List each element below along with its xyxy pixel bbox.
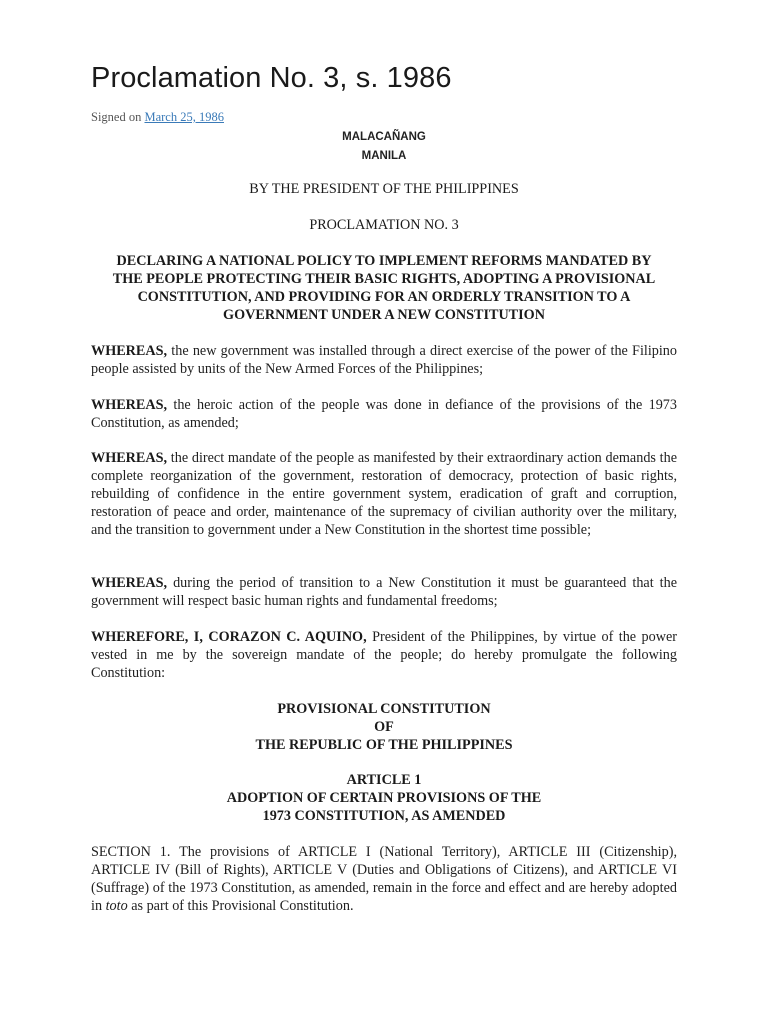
constitution-heading-line: THE REPUBLIC OF THE PHILIPPINES xyxy=(255,737,513,753)
whereas-lead: WHEREAS, xyxy=(91,343,168,359)
section-1-text: SECTION 1. The provisions of ARTICLE I (National Territory), ARTICLE III (Citizenship), ARTICLE IV (Bill of Rights), ARTICLE V (Duties and Obligations of Citizens), and ARTICLE VI (Suffrage) of the 1973 Constitution, as amended, remain in the force and effect and are hereby adopted in xyxy=(91,844,677,914)
signed-line xyxy=(91,110,224,125)
whereas-paragraph xyxy=(91,574,677,610)
constitution-heading xyxy=(91,700,677,754)
whereas-lead: WHEREAS, xyxy=(91,450,168,466)
wherefore-paragraph xyxy=(91,628,677,682)
whereas-paragraph xyxy=(91,449,677,539)
declaration-line: GOVERNMENT UNDER A NEW CONSTITUTION xyxy=(223,307,545,323)
signed-date-link[interactable]: March 25, 1986 xyxy=(144,110,224,124)
place-manila: MANILA xyxy=(361,150,407,162)
article-heading-line: 1973 CONSTITUTION, AS AMENDED xyxy=(262,808,506,824)
whereas-text: the heroic action of the people was done in defiance of the provisions of the 1973 Constitution, as amended; xyxy=(91,397,677,431)
whereas-paragraph xyxy=(91,342,677,378)
wherefore-lead: WHEREFORE, I, CORAZON C. AQUINO, xyxy=(91,629,367,645)
whereas-paragraph xyxy=(91,396,677,432)
whereas-text: the new government was installed through a direct exercise of the power of the Filipino people assisted by units of the New Armed Forces of the Philippines; xyxy=(91,343,677,377)
article-heading-line: ADOPTION OF CERTAIN PROVISIONS OF THE xyxy=(226,790,542,806)
constitution-heading-line: PROVISIONAL CONSTITUTION xyxy=(277,701,491,717)
section-1-text-end: as part of this Provisional Constitution. xyxy=(127,898,354,914)
by-line: BY THE PRESIDENT OF THE PHILIPPINES xyxy=(249,181,519,197)
whereas-lead: WHEREAS, xyxy=(91,575,168,591)
section-1-italic: toto xyxy=(105,898,128,914)
declaration-line: DECLARING A NATIONAL POLICY TO IMPLEMENT REFORMS MANDATED BY xyxy=(116,253,652,269)
section-1-paragraph xyxy=(91,843,677,915)
declaration-heading xyxy=(91,252,677,324)
whereas-text: during the period of transition to a New Constitution it must be guaranteed that the government will respect basic human rights and fundamental freedoms; xyxy=(91,575,677,609)
article-heading-line: ARTICLE 1 xyxy=(346,772,422,788)
constitution-heading-line: OF xyxy=(374,719,394,735)
wherefore-text: President of the Philippines, by virtue of the power vested in me by the sovereign mandate of the people; do hereby promulgate the following Constitution: xyxy=(91,629,677,681)
article-heading xyxy=(91,771,677,825)
whereas-text: the direct mandate of the people as manifested by their extraordinary action demands the complete reorganization of the government, restoration of democracy, protection of basic rights, rebuilding of confidence in the entire government system, eradication of graft and corruption, restoration of peace and order, maintenance of the supremacy of civilian authority over the military, and the transition to government under a New Constitution in the shortest time possible; xyxy=(91,450,677,538)
declaration-line: THE PEOPLE PROTECTING THEIR BASIC RIGHTS, ADOPTING A PROVISIONAL xyxy=(112,271,656,287)
whereas-lead: WHEREAS, xyxy=(91,397,168,413)
place-malacanang: MALACAÑANG xyxy=(342,131,426,143)
proclamation-heading: PROCLAMATION NO. 3 xyxy=(309,217,459,233)
page-title: Proclamation No. 3, s. 1986 xyxy=(91,62,452,94)
declaration-line: CONSTITUTION, AND PROVIDING FOR AN ORDERLY TRANSITION TO A xyxy=(137,289,631,305)
signed-prefix: Signed on xyxy=(91,110,145,124)
